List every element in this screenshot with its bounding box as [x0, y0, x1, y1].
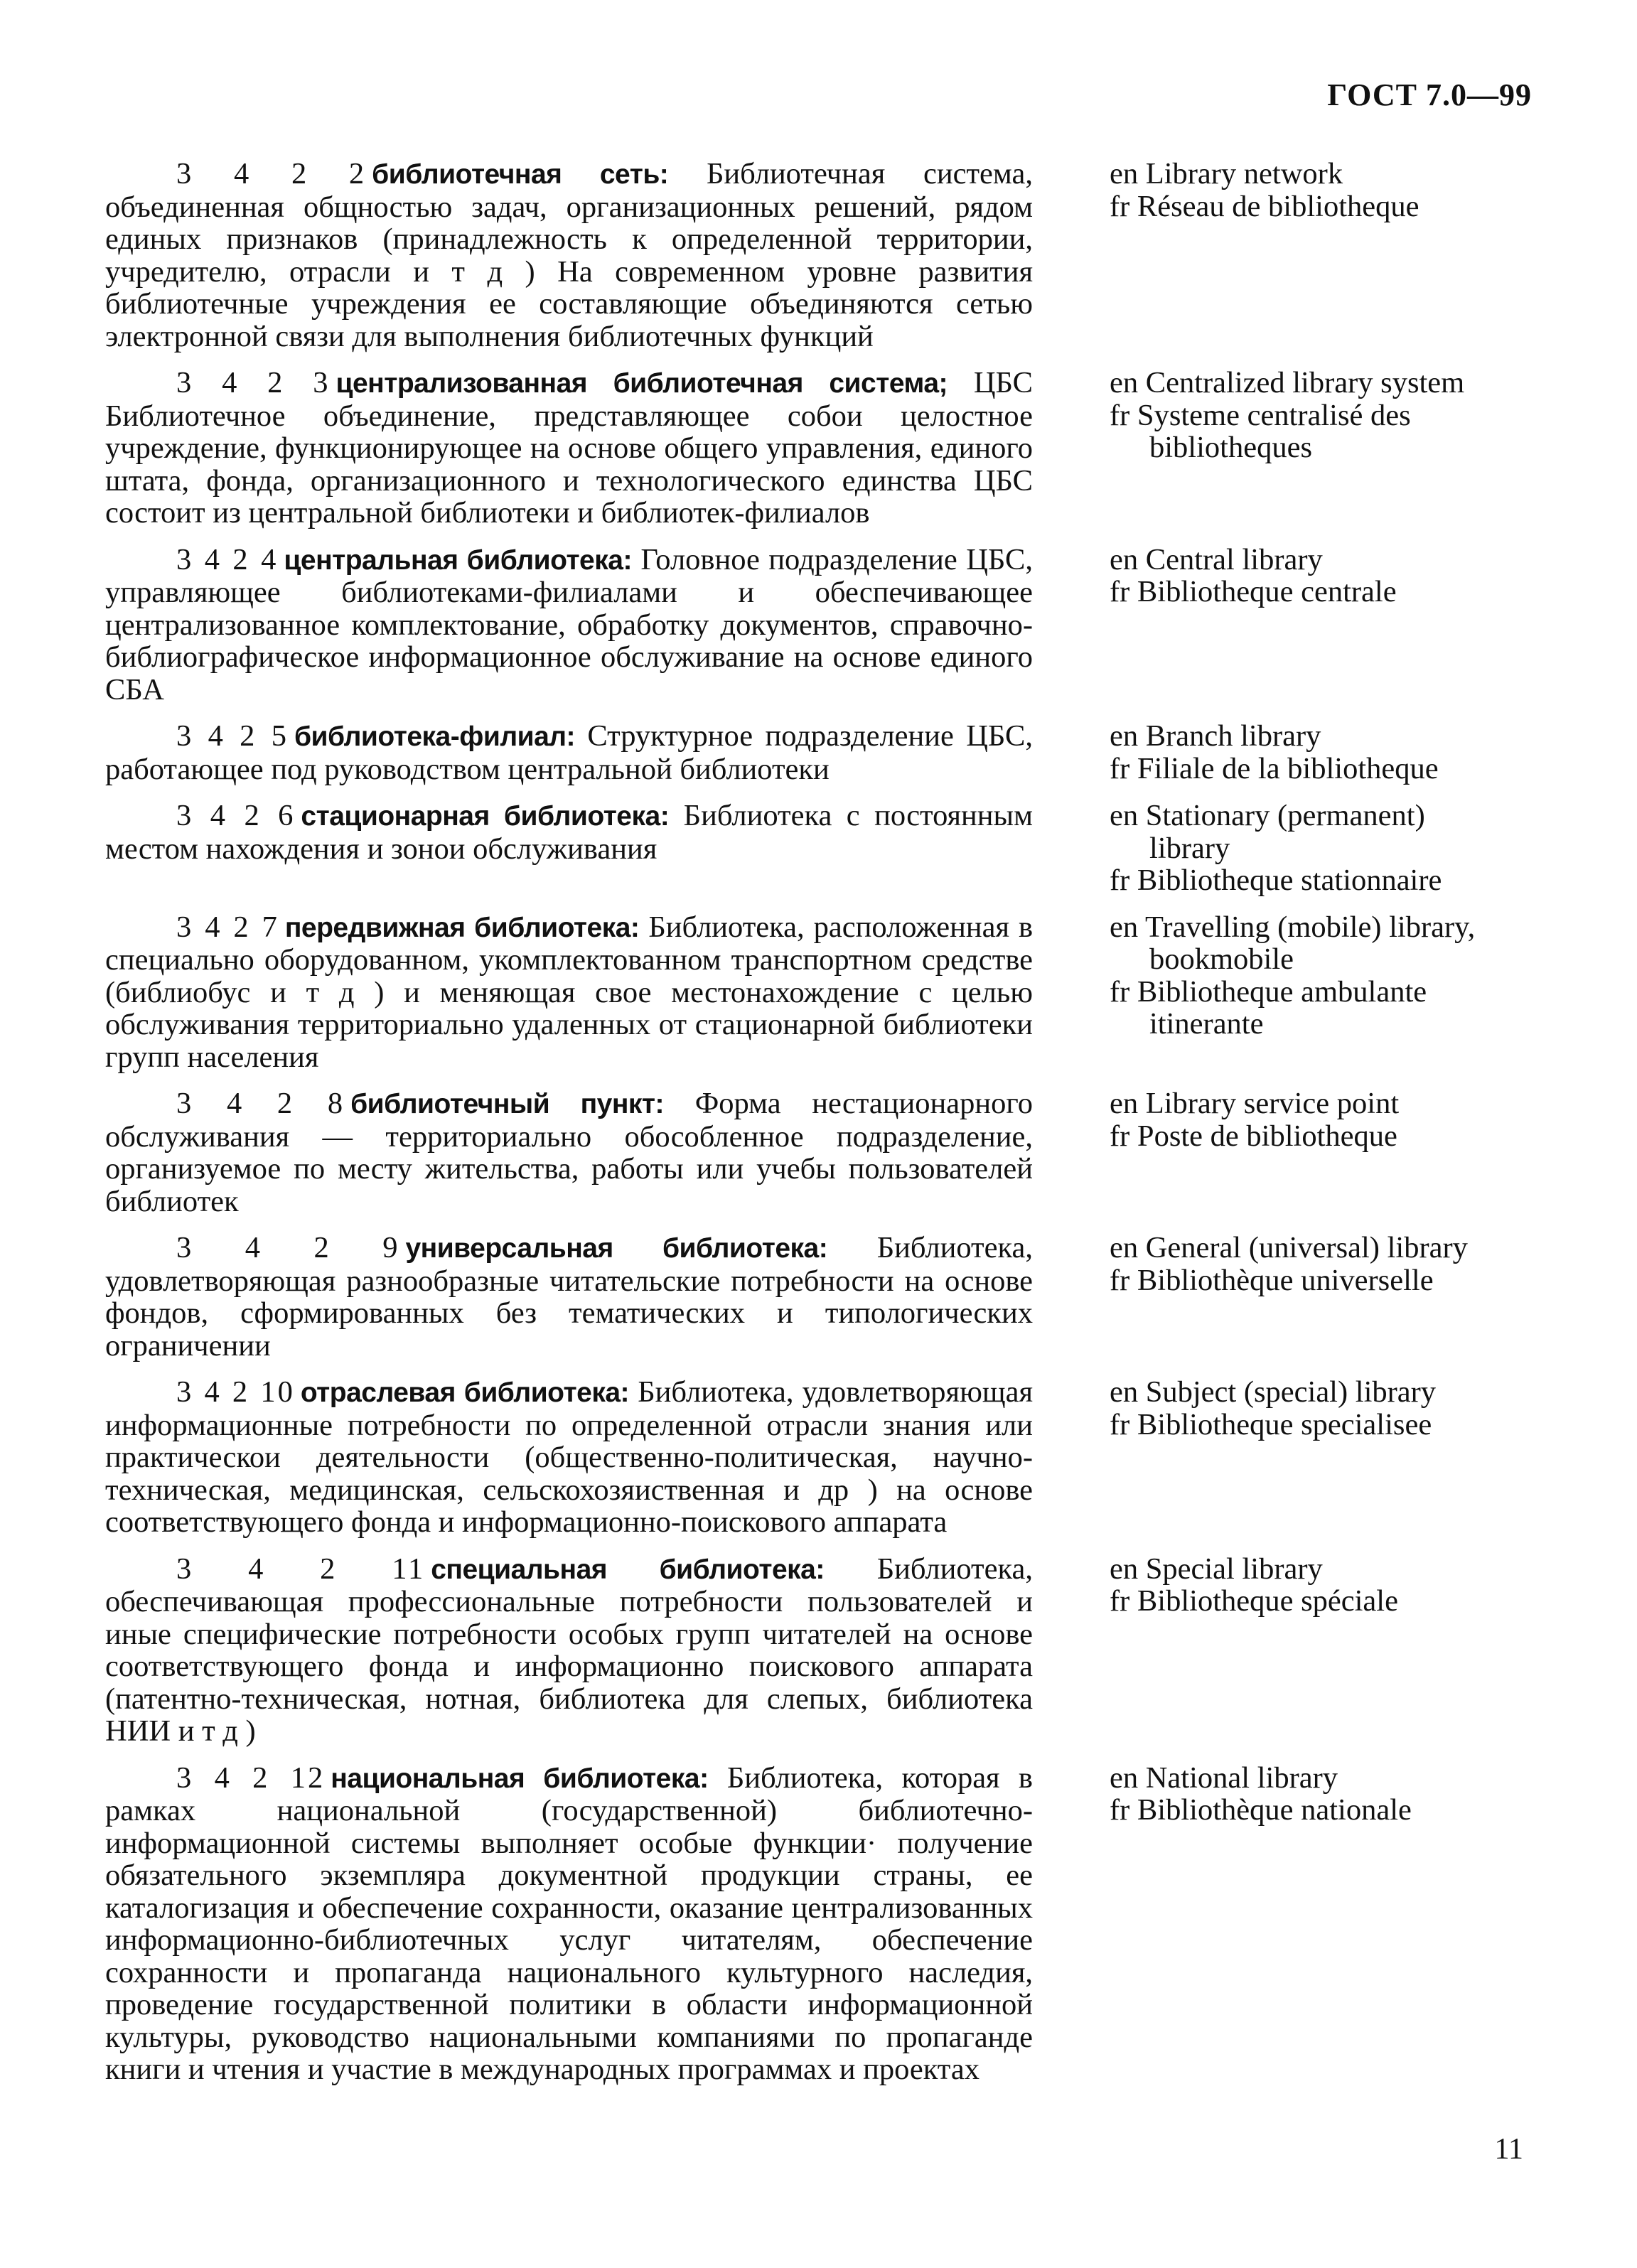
french-equivalent: fr Filiale de la bibliotheque: [1110, 751, 1439, 785]
term-number: 3 4 2 3: [176, 366, 331, 399]
term-entry: [105, 1087, 1534, 1218]
english-equivalent: en Library service point: [1110, 1087, 1400, 1120]
term-name: отраслевая библиотека:: [300, 1377, 630, 1408]
french-equivalent: fr Systeme centralisé des bibliotheques: [1110, 398, 1411, 464]
french-equivalent: fr Réseau de bibliotheque: [1110, 189, 1419, 223]
term-name: библиотека-филиал:: [294, 721, 576, 752]
french-equivalent: fr Bibliothèque nationale: [1110, 1793, 1412, 1827]
term-entry: [105, 367, 1534, 530]
term-definition: Библиотека, удовлетворяющая информационные потребности по определенной отрасли знания или практическои деятельности (общественно-политическая, научно-техническая, медицинская, сельскохозяиственная и др ) на основе соответствующего фонда и информационно-поискового аппарата: [105, 1375, 1033, 1539]
foreign-equivalents: [1110, 1087, 1508, 1218]
foreign-equivalents: [1110, 800, 1508, 897]
term-entry: [105, 158, 1534, 353]
english-equivalent: en Travelling (mobile) library, bookmobile: [1110, 910, 1476, 976]
french-equivalent: fr Bibliotheque spéciale: [1110, 1584, 1398, 1618]
term-name: стационарная библиотека:: [301, 801, 670, 832]
french-equivalent: fr Bibliotheque ambulante itinerante: [1110, 974, 1427, 1041]
english-equivalent: en Subject (special) library: [1110, 1375, 1437, 1409]
term-definition: Библиотека, расположенная в специально оборудованном, укомплектованном транспортном средстве (библиобус и т д ) и меняющая свое местонахождение с целью обслуживания территориально удаленных от стационарной библиотеки групп населения: [105, 910, 1034, 1074]
foreign-equivalents: [1110, 367, 1508, 530]
term-definition: Структурное подразделение ЦБС, работающее под руководством центральной библиотеки: [105, 719, 1033, 786]
term-name: центральная библиотека:: [284, 544, 632, 576]
term-entry: [105, 1762, 1534, 2086]
term-entries: [105, 158, 1534, 2100]
term-definition: Головное подразделение ЦБС, управляющее библиотеками-филиалами и обеспечивающее централизованное комплектование, обработку документов, справочно-библиографическое информационное обслуживание на основе единого СБА: [105, 542, 1033, 706]
foreign-equivalents: [1110, 1553, 1508, 1748]
english-equivalent: en Library network: [1110, 157, 1343, 190]
term-number: 3 4 2 11: [176, 1552, 426, 1586]
term-number: 3 4 2 6: [176, 799, 296, 832]
term-number: 3 4 2 7: [176, 910, 279, 944]
foreign-equivalents: [1110, 158, 1508, 353]
term-name: специальная библиотека:: [431, 1554, 825, 1585]
english-equivalent: en Stationary (permanent) library: [1110, 799, 1425, 865]
term-definition: Библиотечная система, объединенная общностью задач, организационных решений, рядом единых признаков (принадлежность к определенной территории, учредителю, отрасли и т д ) На современном уровне развития библиотечные учреждения ее составляющие объединяются сетью электронной связи для выполнения библиотечных функций: [105, 157, 1034, 353]
term-name: передвижная библиотека:: [284, 912, 640, 943]
foreign-equivalents: [1110, 1376, 1508, 1539]
foreign-equivalents: [1110, 720, 1508, 785]
french-equivalent: fr Bibliotheque centrale: [1110, 575, 1397, 608]
term-name: библиотечный пункт:: [350, 1089, 664, 1119]
term-definition-block: [105, 1232, 1033, 1362]
term-definition: Библиотека, удовлетворяющая разнообразные читательские потребности на основе фондов, сформированных без тематических и типологических ограничении: [105, 1231, 1033, 1363]
term-entry: [105, 544, 1534, 706]
term-number: 3 4 2 5: [176, 719, 289, 753]
term-definition: Библиотека с постоянным местом нахождения и зонои обслуживания: [105, 799, 1033, 866]
english-equivalent: en National library: [1110, 1761, 1338, 1795]
term-definition-block: [105, 367, 1033, 530]
term-number: 3 4 2 4: [176, 542, 279, 576]
term-entry: [105, 1553, 1534, 1748]
term-definition-block: [105, 1376, 1033, 1539]
french-equivalent: fr Bibliothèque universelle: [1110, 1263, 1434, 1297]
english-equivalent: en Special library: [1110, 1552, 1323, 1586]
term-definition-block: [105, 158, 1033, 353]
english-equivalent: en Branch library: [1110, 719, 1321, 753]
foreign-equivalents: [1110, 1232, 1508, 1362]
foreign-equivalents: [1110, 544, 1508, 706]
english-equivalent: en General (universal) library: [1110, 1231, 1468, 1264]
term-number: 3 4 2 8: [176, 1087, 345, 1120]
term-definition: Форма нестационарного обслуживания — территориально обособленное подразделение, организуемое по месту жительства, работы или учебы пользователей библиотек: [105, 1087, 1033, 1218]
standard-code: ГОСТ 7.0—99: [1327, 77, 1532, 112]
term-definition-block: [105, 1553, 1033, 1748]
english-equivalent: en Central library: [1110, 542, 1323, 576]
term-definition-block: [105, 1762, 1033, 2086]
foreign-equivalents: [1110, 911, 1508, 1074]
term-entry: [105, 800, 1534, 897]
term-definition-block: [105, 1087, 1033, 1218]
term-entry: [105, 911, 1534, 1074]
page-number: 11: [1494, 2133, 1523, 2166]
french-equivalent: fr Bibliotheque specialisee: [1110, 1407, 1432, 1441]
term-definition-block: [105, 800, 1033, 897]
term-name: универсальная библиотека:: [405, 1233, 828, 1264]
term-number: 3 4 2 12: [176, 1761, 326, 1795]
term-number: 3 4 2 9: [176, 1231, 400, 1264]
term-definition: ЦБС Библиотечное объединение, представляющее собои целостное учреждение, функционирующее на основе общего управления, единого штата, фонда, организационного и технологического единства ЦБС состоит из центральной библиотеки и библиотек-филиалов: [105, 366, 1034, 530]
term-entry: [105, 1376, 1534, 1539]
term-name: централизованная библиотечная система;: [336, 368, 948, 399]
term-entry: [105, 720, 1534, 785]
term-definition-block: [105, 544, 1033, 706]
foreign-equivalents: [1110, 1762, 1508, 2086]
term-definition: Библиотека, обеспечивающая профессиональные потребности пользователей и иные специфические потребности особых групп читателей на основе соответствующего фонда и информационно поискового аппарата (патентно-техническая, нотная, библиотека для слепых, библиотека НИИ и т д ): [105, 1552, 1033, 1748]
french-equivalent: fr Bibliotheque stationnaire: [1110, 864, 1442, 897]
term-definition-block: [105, 720, 1033, 785]
term-number: 3 4 2 2: [176, 157, 367, 190]
term-number: 3 4 2 10: [176, 1375, 295, 1409]
french-equivalent: fr Poste de bibliotheque: [1110, 1119, 1397, 1153]
term-entry: [105, 1232, 1534, 1362]
term-name: библиотечная сеть:: [372, 159, 669, 190]
term-name: национальная библиотека:: [331, 1763, 709, 1794]
term-definition: Библиотека, которая в рамках национальной (государственной) библиотечно-информационной системы выполняет особые функции· получение обязательного экземпляра документной продукции страны, ее каталогизация и обеспечение сохранности, оказание централизованных информационно-библиотечных услуг читателям, обеспечение сохранности и пропаганда национального культурного наследия, проведение государственной политики в области информационной культуры, руководство национальными компаниями по пропаганде книги и чтения и участие в международных программах и проектах: [105, 1761, 1033, 2086]
term-definition-block: [105, 911, 1033, 1074]
english-equivalent: en Centralized library system: [1110, 366, 1465, 399]
